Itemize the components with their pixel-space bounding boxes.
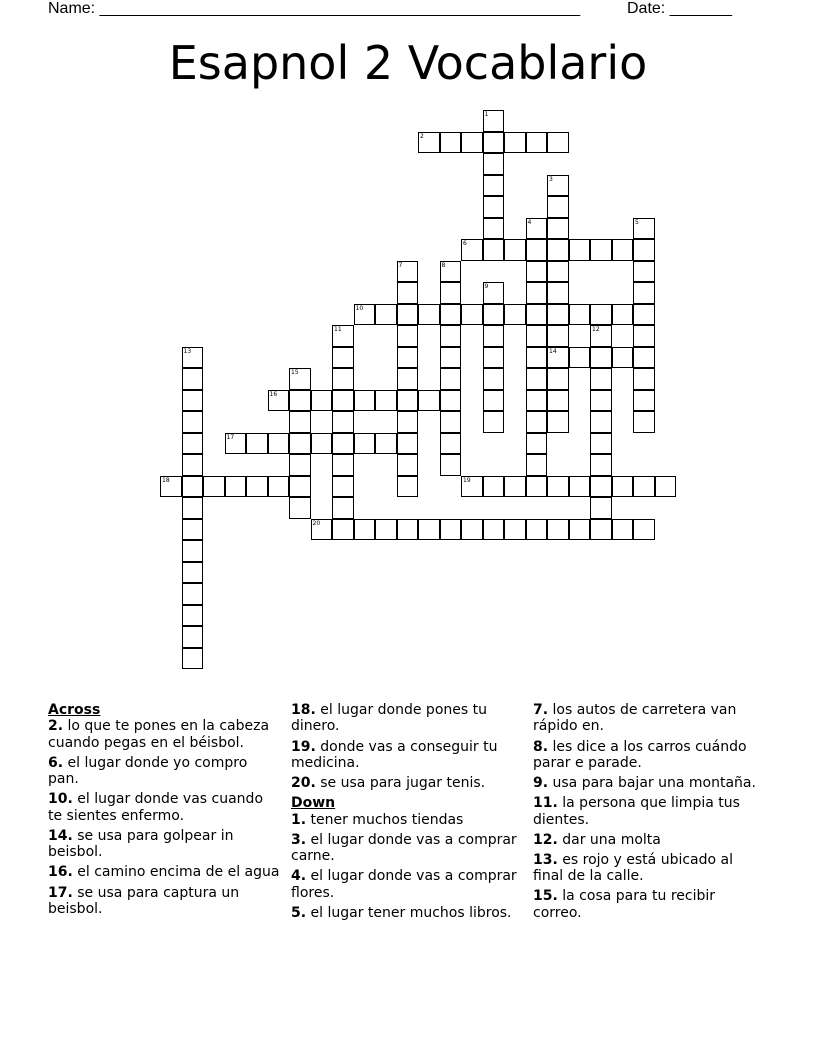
clue-number: 13 [183, 347, 192, 355]
grid-cell[interactable] [633, 347, 655, 369]
grid-cell[interactable] [483, 218, 505, 240]
grid-cell[interactable] [461, 132, 483, 154]
clue-number: 10 [355, 304, 364, 312]
grid-cell[interactable] [418, 132, 440, 154]
clue-item-number: 5. [291, 904, 307, 921]
grid-cell[interactable] [289, 433, 311, 455]
grid-cell[interactable] [461, 304, 483, 326]
grid-cell[interactable] [612, 519, 634, 541]
clue-item-text: lo que te pones en la cabeza cuando pegas en el béisbol. [48, 718, 270, 751]
grid-cell[interactable] [526, 239, 548, 261]
grid-cell[interactable] [526, 519, 548, 541]
grid-cell[interactable] [225, 476, 247, 498]
grid-cell[interactable] [182, 626, 204, 648]
clue-number: 15 [291, 369, 299, 376]
grid-cell[interactable] [590, 239, 612, 261]
grid-cell[interactable] [547, 196, 569, 218]
grid-cell[interactable] [418, 390, 440, 412]
clue-item [533, 702, 765, 735]
clue-item-number: 16. [48, 864, 73, 881]
clue-number: 19 [463, 476, 471, 484]
grid-cell[interactable] [440, 304, 462, 326]
clue-item-number: 17. [48, 884, 73, 901]
grid-cell[interactable] [182, 497, 204, 519]
clue-number: 17 [226, 433, 235, 441]
clue-section-heading: Across [48, 702, 101, 718]
grid-cell[interactable] [633, 519, 655, 541]
grid-cell[interactable] [182, 605, 204, 627]
grid-cell[interactable] [569, 347, 591, 369]
grid-cell[interactable] [483, 347, 505, 369]
grid-cell[interactable] [590, 390, 612, 412]
grid-cell[interactable] [483, 175, 505, 197]
grid-cell[interactable] [483, 153, 505, 175]
grid-cell[interactable] [612, 304, 634, 326]
grid-cell[interactable] [397, 261, 419, 283]
clue-item-text: se usa para jugar tenis. [315, 775, 486, 791]
grid-cell[interactable] [397, 368, 419, 390]
grid-cell[interactable] [590, 304, 612, 326]
grid-cell[interactable] [547, 282, 569, 304]
grid-cell[interactable] [633, 218, 655, 240]
grid-cell[interactable] [483, 411, 505, 433]
grid-cell[interactable] [526, 132, 548, 154]
clue-number: 11 [334, 326, 342, 333]
grid-cell[interactable] [590, 368, 612, 390]
grid-cell[interactable] [440, 261, 462, 283]
clue-column-3 [533, 702, 765, 925]
grid-cell[interactable] [182, 648, 204, 670]
grid-cell[interactable] [246, 476, 268, 498]
grid-cell[interactable] [526, 347, 548, 369]
clue-item-text: dar una molta [557, 831, 661, 848]
grid-cell[interactable] [375, 433, 397, 455]
clue-number: 18 [162, 476, 170, 484]
grid-cell[interactable] [375, 519, 397, 541]
grid-cell[interactable] [590, 476, 612, 498]
grid-cell[interactable] [504, 476, 526, 498]
grid-cell[interactable] [547, 218, 569, 240]
clue-item-text: los autos de carretera van rápido en. [533, 702, 737, 735]
clue-item-text: el camino encima de el agua [72, 864, 280, 881]
clue-number: 16 [269, 390, 278, 398]
grid-cell[interactable] [590, 433, 612, 455]
grid-cell[interactable] [182, 454, 204, 476]
grid-cell[interactable] [246, 433, 268, 455]
grid-cell[interactable] [354, 390, 376, 412]
grid-cell[interactable] [655, 476, 677, 498]
clue-item-number: 8. [533, 738, 549, 755]
grid-cell[interactable] [332, 390, 354, 412]
clue-item-text: les dice a los carros cuándo parar e parade. [533, 738, 747, 771]
grid-cell[interactable] [461, 239, 483, 261]
grid-cell[interactable] [633, 476, 655, 498]
clue-section-heading: Down [291, 795, 336, 812]
clue-item [533, 832, 765, 848]
grid-cell[interactable] [483, 110, 505, 132]
grid-cell[interactable] [182, 411, 204, 433]
grid-cell[interactable] [397, 519, 419, 541]
clue-column-1 [48, 702, 280, 921]
clue-number: 12 [592, 326, 600, 333]
clue-item [48, 828, 280, 861]
grid-cell[interactable] [268, 390, 290, 412]
grid-cell[interactable] [397, 347, 419, 369]
grid-cell[interactable] [633, 368, 655, 390]
grid-cell[interactable] [483, 132, 505, 154]
clue-item [291, 775, 523, 791]
grid-cell[interactable] [483, 519, 505, 541]
grid-cell[interactable] [612, 239, 634, 261]
grid-cell[interactable] [547, 261, 569, 283]
clue-item-text: se usa para golpear in beisbol. [48, 827, 234, 861]
grid-cell[interactable] [547, 368, 569, 390]
grid-cell[interactable] [397, 325, 419, 347]
grid-cell[interactable] [225, 433, 247, 455]
clue-item-text: el lugar donde vas a comprar carne. [291, 831, 517, 864]
grid-cell[interactable] [182, 476, 204, 498]
grid-cell[interactable] [440, 519, 462, 541]
grid-cell[interactable] [547, 390, 569, 412]
clue-item [533, 852, 765, 885]
grid-cell[interactable] [289, 411, 311, 433]
clue-item [48, 885, 280, 918]
grid-cell[interactable] [547, 175, 569, 197]
clue-item-number: 10. [48, 791, 73, 808]
grid-cell[interactable] [547, 519, 569, 541]
clue-item-text: tener muchos tiendas [306, 811, 464, 828]
clue-number: 9 [484, 283, 489, 290]
clue-item-number: 3. [291, 831, 307, 848]
grid-cell[interactable] [569, 239, 591, 261]
grid-cell[interactable] [547, 411, 569, 433]
grid-cell[interactable] [182, 519, 204, 541]
grid-cell[interactable] [332, 454, 354, 476]
grid-cell[interactable] [504, 304, 526, 326]
grid-cell[interactable] [182, 540, 204, 562]
grid-cell[interactable] [612, 347, 634, 369]
clue-item [291, 868, 523, 901]
clue-number: 6 [463, 240, 467, 247]
grid-cell[interactable] [504, 519, 526, 541]
grid-cell[interactable] [354, 304, 376, 326]
grid-cell[interactable] [440, 132, 462, 154]
grid-cell[interactable] [289, 454, 311, 476]
grid-cell[interactable] [633, 261, 655, 283]
clue-item-text: se usa para captura un beisbol. [48, 884, 240, 917]
grid-cell[interactable] [332, 347, 354, 369]
grid-cell[interactable] [182, 433, 204, 455]
clue-item-number: 13. [533, 851, 558, 868]
grid-cell[interactable] [182, 347, 204, 369]
grid-cell[interactable] [504, 132, 526, 154]
grid-cell[interactable] [569, 304, 591, 326]
grid-cell[interactable] [182, 390, 204, 412]
clue-item [291, 832, 523, 865]
clue-item-number: 20. [291, 775, 316, 791]
grid-cell[interactable] [633, 239, 655, 261]
grid-cell[interactable] [268, 433, 290, 455]
grid-cell[interactable] [440, 368, 462, 390]
grid-cell[interactable] [483, 368, 505, 390]
clue-item [48, 718, 280, 751]
grid-cell[interactable] [461, 476, 483, 498]
grid-cell[interactable] [483, 196, 505, 218]
grid-cell[interactable] [526, 325, 548, 347]
clue-item-number: 6. [48, 754, 64, 771]
grid-cell[interactable] [440, 454, 462, 476]
clue-number: 7 [398, 261, 403, 269]
grid-cell[interactable] [590, 497, 612, 519]
clue-number: 14 [549, 347, 557, 355]
grid-cell[interactable] [418, 304, 440, 326]
clue-item-number: 18. [291, 702, 316, 718]
grid-cell[interactable] [440, 433, 462, 455]
grid-cell[interactable] [590, 325, 612, 347]
grid-cell[interactable] [440, 325, 462, 347]
page-title: Esapnol 2 Vocablario [168, 36, 648, 90]
grid-cell[interactable] [526, 368, 548, 390]
clue-item-text: el lugar donde yo compro pan. [48, 754, 248, 788]
grid-cell[interactable] [311, 433, 333, 455]
clue-item [533, 739, 765, 772]
grid-cell[interactable] [332, 519, 354, 541]
grid-cell[interactable] [547, 476, 569, 498]
clue-item-number: 1. [291, 811, 307, 828]
grid-cell[interactable] [633, 304, 655, 326]
clue-item-number: 14. [48, 827, 73, 844]
grid-cell[interactable] [633, 325, 655, 347]
grid-cell[interactable] [397, 304, 419, 326]
clue-item [533, 795, 765, 828]
clue-item-text: el lugar donde vas cuando te sientes enfermo. [48, 791, 264, 824]
grid-cell[interactable] [526, 390, 548, 412]
grid-cell[interactable] [375, 304, 397, 326]
grid-cell[interactable] [332, 411, 354, 433]
clue-item-text: donde vas a conseguir tu medicina. [291, 738, 498, 771]
grid-cell[interactable] [461, 519, 483, 541]
grid-cell[interactable] [332, 497, 354, 519]
clue-item [291, 739, 523, 772]
clue-number: 20 [312, 519, 321, 527]
grid-cell[interactable] [590, 347, 612, 369]
grid-cell[interactable] [289, 390, 311, 412]
clue-item [291, 812, 523, 828]
clue-item-text: usa para bajar una montaña. [548, 775, 756, 791]
clue-item [291, 905, 523, 921]
grid-cell[interactable] [590, 519, 612, 541]
grid-cell[interactable] [397, 454, 419, 476]
grid-cell[interactable] [526, 304, 548, 326]
grid-cell[interactable] [547, 132, 569, 154]
clue-number: 3 [549, 175, 553, 183]
clue-item [48, 791, 280, 824]
date-field-label[interactable]: Date: _______ [627, 0, 732, 17]
grid-cell[interactable] [311, 390, 333, 412]
grid-cell[interactable] [483, 476, 505, 498]
clue-item-number: 2. [48, 718, 64, 735]
clue-column-2 [291, 702, 523, 925]
grid-cell[interactable] [633, 411, 655, 433]
grid-cell[interactable] [332, 368, 354, 390]
grid-cell[interactable] [547, 304, 569, 326]
clue-number: 1 [484, 111, 489, 118]
grid-cell[interactable] [547, 347, 569, 369]
grid-cell[interactable] [590, 454, 612, 476]
clue-item-number: 19. [291, 738, 316, 755]
grid-cell[interactable] [440, 411, 462, 433]
grid-cell[interactable] [354, 433, 376, 455]
clue-item-text: el lugar tener muchos libros. [306, 904, 512, 921]
clue-item-text: es rojo y está ubicado al final de la calle. [533, 851, 733, 885]
grid-cell[interactable] [526, 218, 548, 240]
grid-cell[interactable] [160, 476, 182, 498]
grid-cell[interactable] [547, 325, 569, 347]
grid-cell[interactable] [332, 476, 354, 498]
grid-cell[interactable] [397, 282, 419, 304]
clue-item [533, 888, 765, 921]
grid-cell[interactable] [182, 368, 204, 390]
clue-item [48, 864, 280, 880]
grid-cell[interactable] [332, 325, 354, 347]
clue-item-text: la cosa para tu recibir correo. [533, 888, 716, 921]
clue-item-number: 12. [533, 831, 558, 848]
grid-cell[interactable] [397, 390, 419, 412]
clue-number: 5 [635, 218, 639, 226]
grid-cell[interactable] [440, 390, 462, 412]
grid-cell[interactable] [483, 390, 505, 412]
grid-cell[interactable] [332, 433, 354, 455]
grid-cell[interactable] [483, 282, 505, 304]
grid-cell[interactable] [526, 282, 548, 304]
clue-item-text: la persona que limpia tus dientes. [533, 795, 740, 828]
grid-cell[interactable] [483, 304, 505, 326]
grid-cell[interactable] [289, 476, 311, 498]
grid-cell[interactable] [504, 239, 526, 261]
grid-cell[interactable] [547, 239, 569, 261]
grid-cell[interactable] [590, 411, 612, 433]
clue-item-number: 15. [533, 888, 558, 905]
clue-number: 8 [441, 261, 446, 269]
grid-cell[interactable] [526, 476, 548, 498]
grid-cell[interactable] [526, 261, 548, 283]
header-line [48, 0, 768, 20]
clue-number: 4 [527, 218, 532, 226]
grid-cell[interactable] [612, 476, 634, 498]
grid-cell[interactable] [182, 583, 204, 605]
clue-item-number: 4. [291, 868, 307, 885]
clue-item-number: 11. [533, 795, 558, 812]
grid-cell[interactable] [418, 519, 440, 541]
clue-item-number: 7. [533, 702, 549, 718]
grid-cell[interactable] [354, 519, 376, 541]
grid-cell[interactable] [483, 239, 505, 261]
grid-cell[interactable] [526, 411, 548, 433]
grid-cell[interactable] [397, 476, 419, 498]
grid-cell[interactable] [203, 476, 225, 498]
clue-item-text: el lugar donde pones tu dinero. [291, 702, 487, 735]
grid-cell[interactable] [182, 562, 204, 584]
grid-cell[interactable] [569, 519, 591, 541]
grid-cell[interactable] [633, 282, 655, 304]
grid-cell[interactable] [289, 368, 311, 390]
grid-cell[interactable] [633, 390, 655, 412]
grid-cell[interactable] [526, 433, 548, 455]
grid-cell[interactable] [569, 476, 591, 498]
clue-item [533, 775, 765, 791]
clue-item-number: 9. [533, 775, 549, 791]
grid-cell[interactable] [397, 433, 419, 455]
clue-item-text: el lugar donde vas a comprar flores. [291, 868, 517, 901]
grid-cell[interactable] [375, 390, 397, 412]
grid-cell[interactable] [397, 411, 419, 433]
clue-item [48, 755, 280, 788]
grid-cell[interactable] [268, 476, 290, 498]
name-field-label[interactable]: Name: ______________________________________________________ [48, 0, 581, 17]
grid-cell[interactable] [311, 519, 333, 541]
clue-number: 2 [420, 132, 424, 140]
grid-cell[interactable] [440, 282, 462, 304]
clue-item [291, 702, 523, 735]
grid-cell[interactable] [483, 325, 505, 347]
grid-cell[interactable] [289, 497, 311, 519]
grid-cell[interactable] [440, 347, 462, 369]
grid-cell[interactable] [526, 454, 548, 476]
